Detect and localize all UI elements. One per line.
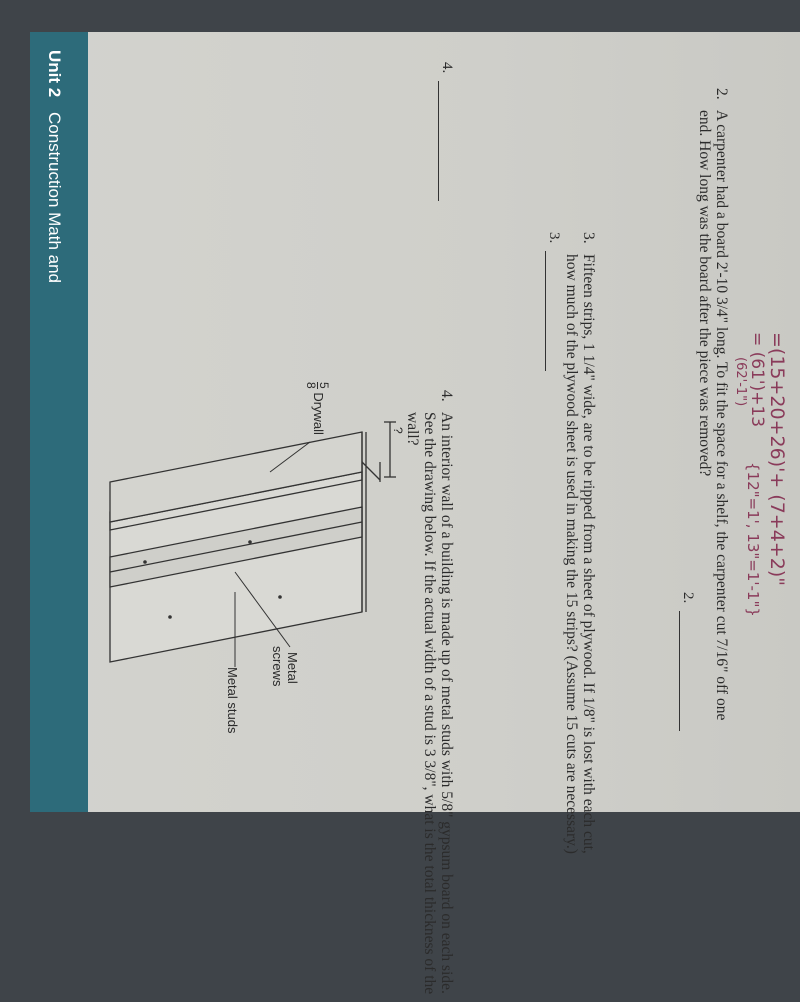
problem-2 [696,88,730,735]
problem-number: 4. [438,390,455,402]
answer-line[interactable] [438,81,439,201]
problem-text: An interior wall of a building is made up of metal studs with 5/8" gypsum board on each side. See the drawing below. If the actual width of a stud is 3 3/8", what is the total thickness of the wall? [404,412,455,995]
answer-label: 4. [439,62,455,74]
problem-text: Fifteen strips, 1 1/4" wide, are to be ripped from a sheet of plywood. If 1/8" is lost with each cut, how much of the plywood sheet is used in making the 15 strips? (Assume 15 cuts are necessary.) [563,254,597,854]
answer-3[interactable] [545,232,562,371]
unit-footer-band [30,32,88,812]
unit-number: Unit 2 [45,50,64,98]
answer-line[interactable] [679,611,680,731]
problem-number: 3. [580,232,597,244]
drywall-fraction: 5 8 [304,382,331,389]
wall-diagram [100,362,410,742]
label-metal-screws-2: screws [270,646,285,687]
problem-3 [563,232,597,854]
answer-line[interactable] [545,251,546,371]
handwriting-scribble: (62'-1") [733,357,748,407]
answer-4[interactable] [438,62,455,201]
unit-footer-text [44,50,64,283]
answer-label: 2. [680,592,696,604]
worksheet-page [30,32,800,995]
problem-4 [404,390,455,1002]
label-metal-studs: Metal studs [225,667,240,734]
screw [168,615,172,619]
handwriting-line-3: {12"=1', 13"=1'-1"} [744,462,762,617]
label-drywall [305,382,330,435]
screw [143,560,147,564]
screw [248,540,252,544]
drywall-text: Drywall [311,392,327,435]
screw [278,595,282,599]
handwriting-line-2: = (61')+13 [747,332,767,428]
problem-number: 2. [713,88,730,100]
label-metal-screws-1: Metal [285,652,300,684]
unit-title: Construction Math and [45,111,64,284]
handwriting-line-1: =(15+20+26)'+ (7+4+2)" [766,332,788,586]
answer-label: 3. [546,232,562,244]
answer-2[interactable] [679,592,696,731]
unknown-thickness: ? [391,427,405,434]
problem-text: A carpenter had a board 2'-10 3/4" long. To fit the space for a shelf, the carpenter cut 7/16" off one end. How long was the board after the piece was removed? [696,110,730,721]
